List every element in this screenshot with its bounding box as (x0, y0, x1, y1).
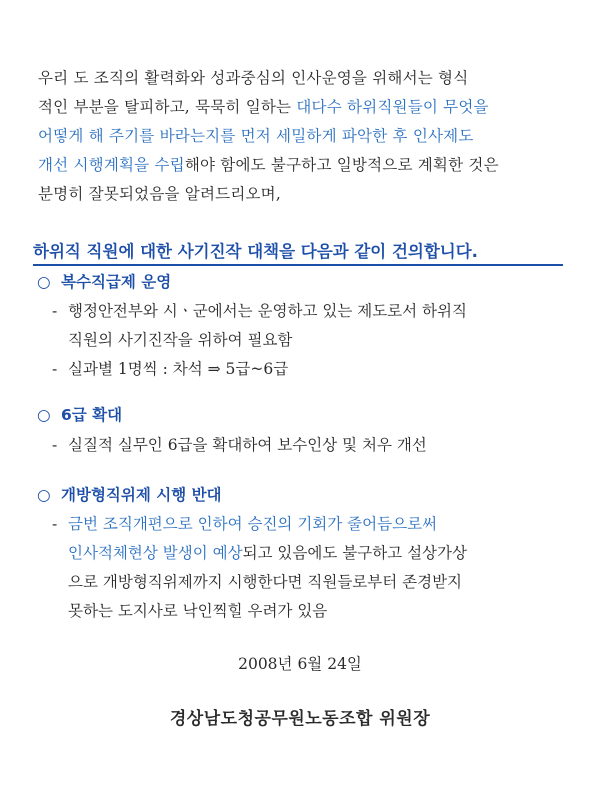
section-2-bullet-1 (52, 431, 560, 460)
bullet-highlight: 인사적체현상 발생이 예상 (68, 544, 243, 562)
intro-line: 우리 도 조직의 활력화와 성과중심의 인사운영을 위해서는 형식 (38, 69, 469, 87)
section-1-bullet-1 (52, 297, 560, 355)
signer-name: 경상남도청공무원노동조합 위원장 (169, 709, 431, 729)
circle-bullet-icon: ○ (37, 406, 51, 424)
bullet-text: 실과별 1명씩 : 차석 ⇒ 5급~6급 (68, 360, 289, 378)
intro-text: 적인 부분을 탈피하고, 묵묵히 일하는 (38, 98, 297, 116)
intro-highlight: 어떻게 해 주기를 바라는지를 먼저 세밀하게 파악한 후 인사제도 (38, 127, 474, 145)
bullet-line (52, 539, 560, 568)
dash-marker: - (52, 360, 58, 378)
intro-text: 해야 함에도 불구하고 일방적으로 계획한 것은 (184, 156, 499, 174)
section-title-1 (37, 270, 171, 292)
circle-bullet-icon: ○ (37, 486, 51, 504)
dash-marker: - (52, 436, 58, 454)
document-date: 2008년 6월 24일 (238, 655, 362, 673)
section-3-bullet-1 (52, 510, 560, 626)
intro-paragraph (38, 64, 560, 209)
circle-bullet-icon: ○ (37, 273, 51, 291)
dash-marker: - (52, 515, 58, 533)
bullet-highlight: 금번 조직개편으로 인하여 승진의 기회가 줄어듬으로써 (68, 515, 438, 533)
section-title-text: 복수직급제 운영 (61, 273, 172, 291)
intro-highlight: 대다수 하위직원들이 무엇을 (296, 98, 489, 116)
intro-highlight: 개선 시행계획을 수립 (38, 156, 185, 174)
bullet-text: 못하는 도지사로 낙인찍힐 우려가 있음 (68, 602, 328, 620)
bullet-text: 되고 있음에도 불구하고 설상가상 (242, 544, 467, 562)
bullet-text: 행정안전부와 시ㆍ군에서는 운영하고 있는 제도로서 하위직 (68, 302, 467, 320)
bullet-text: 으로 개방형직위제까지 시행한다면 직원들로부터 존경받지 (68, 573, 463, 591)
section-title-text: 개방형직위제 시행 반대 (61, 486, 222, 504)
intro-line (38, 151, 560, 180)
intro-line (38, 93, 560, 122)
section-title-text: 6급 확대 (61, 406, 123, 424)
proposal-headline: 하위직 직원에 대한 사기진작 대책을 다음과 같이 건의합니다. (33, 238, 563, 266)
intro-line: 분명히 잘못되었음을 알려드리오며, (38, 185, 281, 203)
section-title-2 (37, 403, 122, 425)
bullet-text: 직원의 사기진작을 위하여 필요함 (68, 331, 293, 349)
section-title-3 (37, 483, 222, 505)
dash-marker: - (52, 302, 58, 320)
bullet-text: 실질적 실무인 6급을 확대하여 보수인상 및 처우 개선 (68, 436, 427, 454)
section-1-bullet-2 (52, 355, 560, 384)
